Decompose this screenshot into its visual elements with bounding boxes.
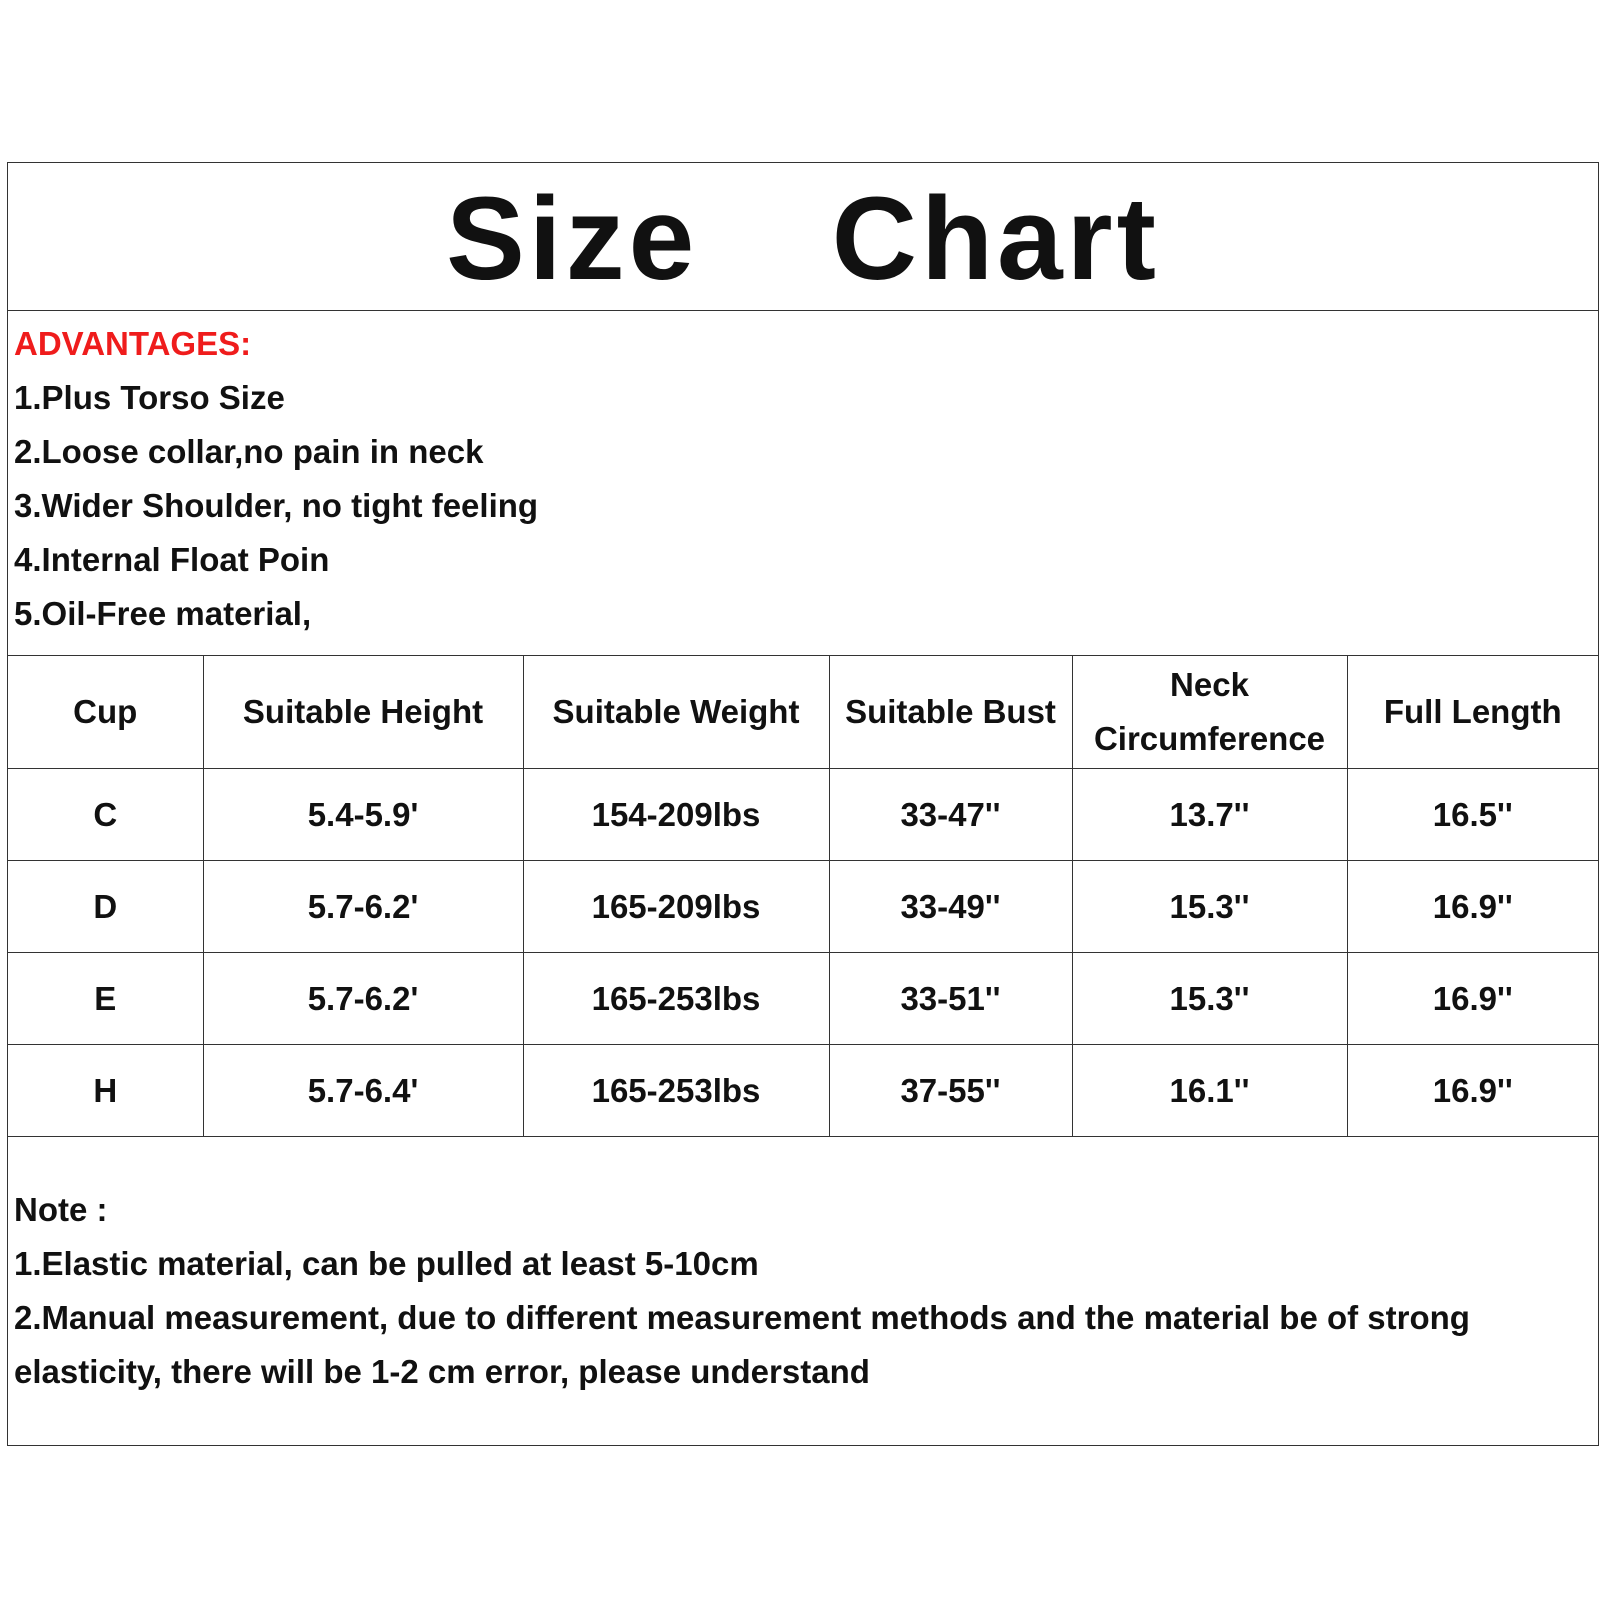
cell-weight: 154-209lbs	[523, 769, 829, 861]
cell-length: 16.5''	[1347, 769, 1598, 861]
cell-weight: 165-253lbs	[523, 1045, 829, 1137]
header-cup: Cup	[8, 656, 203, 769]
cell-height: 5.7-6.2'	[203, 861, 523, 953]
cell-bust: 37-55''	[829, 1045, 1072, 1137]
cell-length: 16.9''	[1347, 953, 1598, 1045]
table-row	[8, 1045, 1598, 1137]
cell-bust: 33-47''	[829, 769, 1072, 861]
cell-cup: E	[8, 953, 203, 1045]
advantage-item: 3.Wider Shoulder, no tight feeling	[14, 487, 539, 524]
cell-neck: 16.1''	[1072, 1045, 1347, 1137]
table-row	[8, 861, 1598, 953]
note-section	[8, 1137, 1598, 1399]
advantage-item: 5.Oil-Free material,	[14, 595, 312, 632]
note-line: 1.Elastic material, can be pulled at least 5-10cm	[14, 1245, 759, 1282]
cell-height: 5.7-6.2'	[203, 953, 523, 1045]
cell-weight: 165-253lbs	[523, 953, 829, 1045]
title-row	[8, 163, 1598, 311]
header-bust: Suitable Bust	[829, 656, 1072, 769]
header-weight: Suitable Weight	[523, 656, 829, 769]
cell-length: 16.9''	[1347, 1045, 1598, 1137]
size-table	[8, 656, 1598, 1137]
cell-bust: 33-49''	[829, 861, 1072, 953]
table-row	[8, 953, 1598, 1045]
header-length: Full Length	[1347, 656, 1598, 769]
advantage-item: 4.Internal Float Poin	[14, 541, 330, 578]
cell-neck: 15.3''	[1072, 953, 1347, 1045]
cell-height: 5.4-5.9'	[203, 769, 523, 861]
page-title: Size Chart	[446, 172, 1160, 305]
cell-bust: 33-51''	[829, 953, 1072, 1045]
cell-length: 16.9''	[1347, 861, 1598, 953]
cell-height: 5.7-6.4'	[203, 1045, 523, 1137]
cell-cup: C	[8, 769, 203, 861]
cell-cup: D	[8, 861, 203, 953]
note-line: 2.Manual measurement, due to different measurement methods and the material be of strong elasticity, there will be 1-2 cm error, please understand	[14, 1299, 1470, 1390]
advantages-heading: ADVANTAGES:	[14, 325, 252, 362]
table-header-row	[8, 656, 1598, 769]
cell-neck: 15.3''	[1072, 861, 1347, 953]
cell-cup: H	[8, 1045, 203, 1137]
table-row	[8, 769, 1598, 861]
note-heading: Note :	[14, 1191, 108, 1228]
size-chart-sheet	[7, 162, 1599, 1446]
advantages-section	[8, 311, 1598, 656]
advantage-item: 2.Loose collar,no pain in neck	[14, 433, 484, 470]
header-neck: Neck Circumference	[1072, 656, 1347, 769]
header-height: Suitable Height	[203, 656, 523, 769]
advantage-item: 1.Plus Torso Size	[14, 379, 285, 416]
cell-neck: 13.7''	[1072, 769, 1347, 861]
cell-weight: 165-209lbs	[523, 861, 829, 953]
